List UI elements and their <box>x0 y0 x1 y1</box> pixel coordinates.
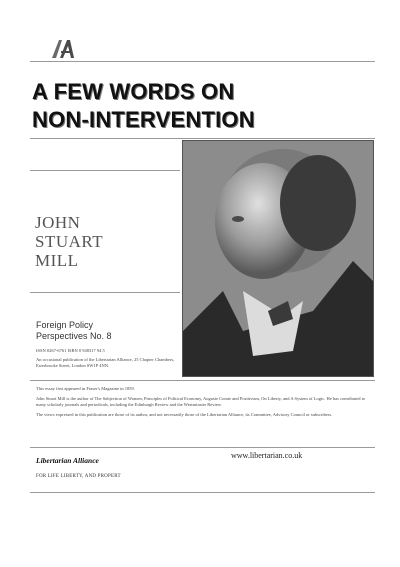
author-name <box>35 213 175 270</box>
top-rule <box>30 61 375 62</box>
website-url[interactable]: www.libertarian.co.uk <box>231 451 303 460</box>
author-line-1: JOHN <box>35 213 81 232</box>
notes-rule <box>30 380 375 381</box>
series-title <box>36 320 176 342</box>
series-line-2: Perspectives No. 8 <box>36 331 112 341</box>
title-line-2: NON-INTERVENTION <box>32 107 255 132</box>
organization-name: Libertarian Alliance <box>36 456 99 465</box>
author-line-3: MILL <box>35 251 79 270</box>
isbn-text: ISSN 0267-6761 ISBN 0 948317 94 5 <box>36 348 105 353</box>
disclaimer: The views expressed in this publication are those of its author, and not necessarily those of the Libertarian Alliance, its Committee, Advisory Council or subscribers. <box>36 412 333 417</box>
notes-block <box>36 386 366 422</box>
left-rule-1 <box>30 170 180 171</box>
series-line-1: Foreign Policy <box>36 320 94 330</box>
first-appeared-note: This essay first appeared in Fraser's Magazine in 1859. <box>36 386 135 391</box>
organization-tagline: FOR LIFE LIBERTY, AND PROPERT <box>36 474 121 479</box>
publisher-note: An occasional publication of the Libertarian Alliance, 25 Chapter Chambers, Esterbrooke Street, London SW1P 4NN. <box>36 357 175 368</box>
document-title <box>32 78 372 134</box>
footer-rule-bottom <box>30 492 375 493</box>
footer-rule-top <box>30 447 375 448</box>
author-portrait <box>182 140 374 377</box>
author-bio: John Stuart Mill is the author of The Subjection of Women, Principles of Political Economy, Auguste Comte and Positivism, On Liberty, and A System of Logic. He has contributed to many scholarly journals and periodicals, including the Edinburgh Review and the Westminster Review. <box>36 396 366 407</box>
author-line-2: STUART <box>35 232 104 251</box>
left-rule-2 <box>30 292 180 293</box>
title-line-1: A FEW WORDS ON <box>32 79 235 104</box>
libertarian-alliance-logo-icon <box>49 34 77 60</box>
title-rule <box>30 138 375 139</box>
